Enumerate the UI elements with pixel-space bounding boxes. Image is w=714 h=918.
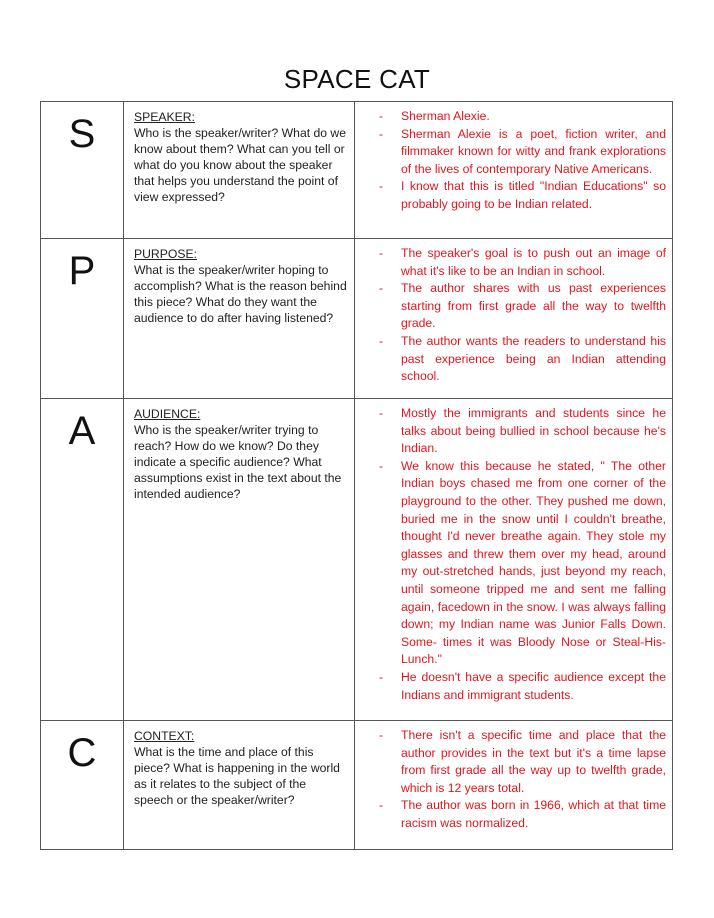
- list-item: - Sherman Alexie is a poet, fiction writer, and filmmaker known for witty and frank explorations of the lives of contemporary Native Americans.: [379, 126, 666, 176]
- list-item: - Mostly the immigrants and students since he talks about being bullied in school because he's Indian.: [379, 406, 666, 456]
- table-row-purpose: [41, 239, 673, 399]
- row-letter-cell: [41, 399, 124, 721]
- prompt-text: What is the time and place of this piece? What is happening in the world as it relates to the subject of the speech or the speaker/writer?: [134, 745, 340, 807]
- list-item: - I know that this is titled "Indian Educations" so probably going to be Indian related.: [379, 179, 666, 211]
- row-letter-cell: [41, 102, 124, 239]
- answer-cell: [355, 102, 673, 239]
- prompt-heading: CONTEXT:: [134, 729, 195, 743]
- prompt-cell: [124, 102, 355, 239]
- answer-text: The author wants the readers to understand his past experience being an Indian attending school.: [401, 333, 666, 384]
- row-letter: S: [68, 112, 96, 156]
- prompt-cell: [124, 399, 355, 721]
- row-letter: A: [68, 409, 96, 453]
- list-item: - We know this because he stated, " The other Indian boys chased me from one corner of the playground to the other. They pushed me down, buried me in the snow until I couldn't breathe, thought I'd never breathe again. They stole my glasses and threw them over my head, around my out-stretched hands, just beyond my reach, until someone tripped me and sent me falling again, facedown in the snow. I was always falling down; my Indian name was Junior Falls Down. Some- times it was Bloody Nose or Steal-His-Lunch.": [379, 458, 666, 667]
- space-cat-table: [40, 101, 673, 850]
- prompt-cell: [124, 239, 355, 399]
- answer-cell: [355, 721, 673, 850]
- answer-text: Mostly the immigrants and students since he talks about being bullied in school because he's Indian.: [401, 406, 666, 456]
- answer-list: [365, 108, 666, 214]
- answer-list: [365, 727, 666, 833]
- list-item: - The speaker's goal is to push out an image of what it's like to be an Indian in school.: [379, 246, 666, 278]
- answer-list: [365, 405, 666, 704]
- answer-text: He doesn't have a specific audience except the Indians and immigrant students.: [401, 669, 666, 702]
- list-item: - The author wants the readers to understand his past experience being an Indian attending school.: [379, 333, 666, 384]
- list-item: - Sherman Alexie.: [379, 109, 490, 123]
- list-item: - The author shares with us past experiences starting from first grade all the way to twelfth grade.: [379, 281, 666, 331]
- answer-text: The speaker's goal is to push out an image of what it's like to be an Indian in school.: [401, 246, 666, 278]
- table-row-speaker: [41, 102, 673, 239]
- page-title: SPACE CAT: [283, 64, 431, 94]
- list-item: - There isn't a specific time and place that the author provides in the text but it's a time lapse from first grade all the way up to twelfth grade, which is 12 years total.: [379, 728, 666, 795]
- row-letter-cell: [41, 721, 124, 850]
- list-item: - The author was born in 1966, which at that time racism was normalized.: [379, 798, 666, 830]
- prompt-text: Who is the speaker/writer? What do we know about them? What can you tell or what do you know about the speaker that helps you understand the point of view expressed?: [134, 126, 347, 204]
- answer-text: We know this because he stated, " The other Indian boys chased me from one corner of the playground to the other. They pushed me down, buried me in the snow until I couldn't breathe, thought I'd never breathe again. They stole my glasses and threw them over my head, around my out-stretched hands, just beyond my reach, until someone tripped me and sent me falling again, facedown in the snow. I was always falling down; my Indian name was Junior Falls Down. Some- times it was Bloody Nose or Steal-His-Lunch.": [401, 458, 666, 667]
- prompt-heading: PURPOSE:: [134, 247, 197, 261]
- row-letter-cell: [41, 239, 124, 399]
- row-letter: C: [67, 731, 97, 775]
- answer-text: The author shares with us past experiences starting from first grade all the way to twelfth grade.: [401, 281, 666, 331]
- table-row-audience: [41, 399, 673, 721]
- table-row-context: [41, 721, 673, 850]
- prompt-heading: AUDIENCE:: [134, 407, 201, 421]
- answer-text: Sherman Alexie.: [401, 109, 490, 123]
- answer-cell: [355, 399, 673, 721]
- answer-text: The author was born in 1966, which at that time racism was normalized.: [401, 798, 666, 830]
- answer-text: Sherman Alexie is a poet, fiction writer, and filmmaker known for witty and frank explorations of the lives of contemporary Native Americans.: [401, 126, 666, 176]
- list-item: - He doesn't have a specific audience except the Indians and immigrant students.: [379, 669, 666, 702]
- prompt-cell: [124, 721, 355, 850]
- answer-text: There isn't a specific time and place that the author provides in the text but it's a time lapse from first grade all the way up to twelfth grade, which is 12 years total.: [401, 728, 666, 795]
- answer-text: I know that this is titled "Indian Educations" so probably going to be Indian related.: [401, 179, 666, 211]
- row-letter: P: [68, 249, 96, 293]
- prompt-text: Who is the speaker/writer trying to reach? How do we know? Do they indicate a specific audience? What assumptions exist in the text about the intended audience?: [134, 423, 342, 501]
- prompt-heading: SPEAKER:: [134, 110, 195, 124]
- answer-cell: [355, 239, 673, 399]
- prompt-text: What is the speaker/writer hoping to accomplish? What is the reason behind this piece? What do they want the audience to do after having listened?: [134, 263, 347, 325]
- answer-list: [365, 245, 666, 386]
